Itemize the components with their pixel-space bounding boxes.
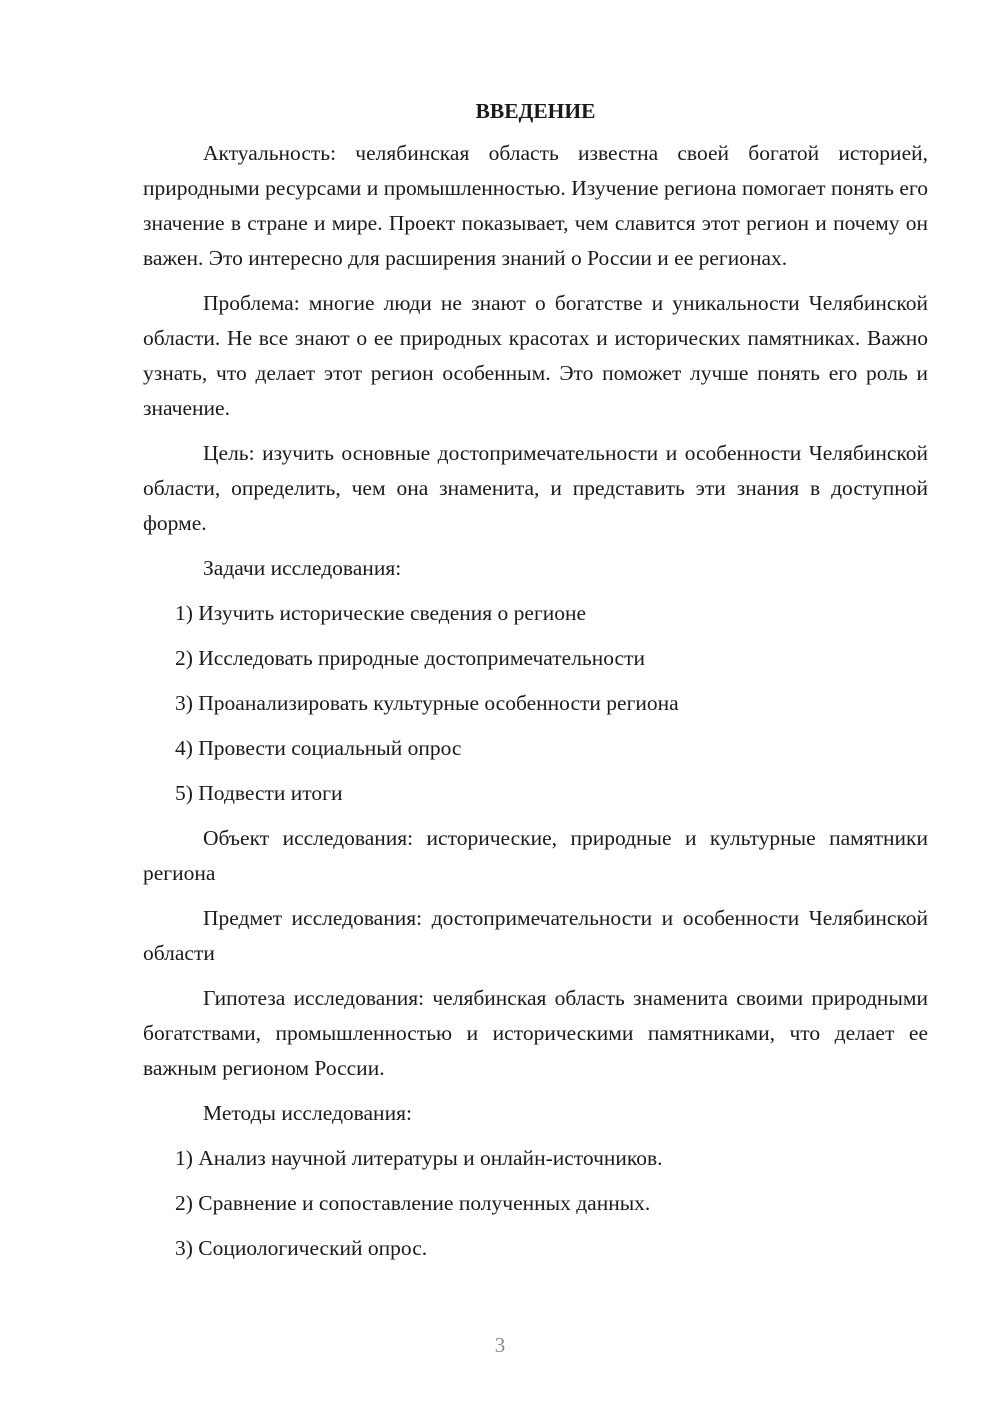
- list-item: 3) Проанализировать культурные особенности региона: [175, 691, 679, 715]
- list-item: 4) Провести социальный опрос: [175, 736, 462, 760]
- hypothesis-paragraph: Гипотеза исследования: челябинская область знаменита своими природными богатствами, промышленностью и историческими памятниками, что делает ее важным регионом России.: [143, 986, 928, 1080]
- list-item: 2) Сравнение и сопоставление полученных данных.: [175, 1191, 651, 1215]
- tasks-list: [143, 596, 928, 811]
- goal-paragraph: Цель: изучить основные достопримечательности и особенности Челябинской области, определить, чем она знаменита, и представить эти знания в доступной форме.: [143, 441, 928, 535]
- list-item: 1) Анализ научной литературы и онлайн-источников.: [175, 1146, 663, 1170]
- tasks-heading: Задачи исследования:: [203, 556, 402, 580]
- subject-paragraph: Предмет исследования: достопримечательности и особенности Челябинской области: [143, 906, 928, 965]
- page-content: [143, 96, 928, 1276]
- list-item: 5) Подвести итоги: [175, 781, 343, 805]
- methods-list: [143, 1141, 928, 1266]
- object-paragraph: Объект исследования: исторические, природные и культурные памятники региона: [143, 826, 928, 885]
- page-title: ВВЕДЕНИЕ: [475, 99, 596, 123]
- problem-paragraph: Проблема: многие люди не знают о богатстве и уникальности Челябинской области. Не все знают о ее природных красотах и исторических памятниках. Важно узнать, что делает этот регион особенным. Это поможет лучше понять его роль и значение.: [143, 291, 928, 420]
- page-number: 3: [494, 1333, 506, 1357]
- list-item: 3) Социологический опрос.: [175, 1236, 428, 1260]
- list-item: 1) Изучить исторические сведения о регионе: [175, 601, 587, 625]
- relevance-paragraph: Актуальность: челябинская область известна своей богатой историей, природными ресурсами и промышленностью. Изучение региона помогает понять его значение в стране и мире. Проект показывает, чем славится этот регион и почему он важен. Это интересно для расширения знаний о России и ее регионах.: [143, 141, 928, 270]
- list-item: 2) Исследовать природные достопримечательности: [175, 646, 645, 670]
- methods-heading: Методы исследования:: [203, 1101, 412, 1125]
